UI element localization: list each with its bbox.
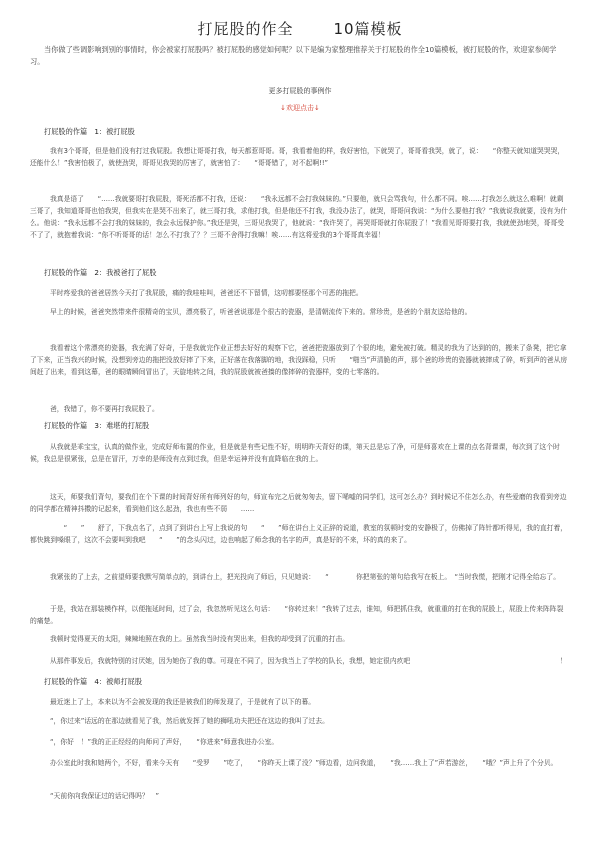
paragraph: “天前你向我保证过的话记得吗？ ” xyxy=(50,792,159,800)
paragraph: 从那件事发后，我就特别的讨厌她，因为她伤了我的尊。可现在不同了，因为我当上了学校的队长，我想，她定很内疚吧 ！ xyxy=(50,657,567,665)
title-suffix: 10篇模板 xyxy=(333,20,403,38)
title-main: 打屁股的作全 xyxy=(197,20,294,38)
paragraph: 我有3个哥哥，但是他们没有打过我屁股。我想让哥哥打我，每天都惹哥哥。哥，我看着他的样，我好害怕，下就哭了，哥哥看我哭，就了，说： “你整天就知道哭哭哭，还能什么！”我害怕极了，就使劲哭，哥哥见我哭的厉害了，就害怕了： “哥哥错了，对不起啊!!” xyxy=(30,147,565,167)
paragraph: 这天，师要我们背句，要我们在个下课的时间背好所有师列好的句，师宣布完之后就匆匆去，留下唏嘘的同学们，这可怎么办？到时候记不住怎么办，有些爱磨的我看到旁边的同学都在精神抖擞的记起来，看到他们这么起劲，我也有些不弱 …… xyxy=(30,493,567,513)
paragraph: 我紧张的了上去，之前望师要我默写简单点的，到讲台上，把光投向了师后，只见她说： “ 你把第张的第句给我写在板上。 “当时我慌，把刚才记得全给忘了。 xyxy=(50,573,561,581)
paragraph: 办公室此时我和她两个，不好，看来今天有 “受罗 ”吃了， “你昨天上课了没？”师边看，边问我道， “我……我上了”声若游丝， “哦？”声上升了个分贝。 xyxy=(50,759,558,767)
paragraph: “，你过来”话远的在那边就看见了我，然后就发挥了她的狮吼功夫把还在这边的我叫了过去。 xyxy=(50,717,329,725)
paragraph: 平时疼爱我的爸爸居然今天打了我屁股，痛的我哇哇叫，爸爸还不下留情，这叨都要怪那个可恶的拖把。 xyxy=(50,289,363,297)
paragraph: 最近迷上了上，本来以为不会被发现的我还是被我们的师发现了，于是就有了以下的幕。 xyxy=(50,698,316,706)
paragraph: 爸，我错了，你不要再打我屁股了。 xyxy=(50,405,159,413)
section-heading: 打屁股的作篇 1：被打屁股 xyxy=(44,127,135,136)
paragraph: 于是，我站在那装模作样，以便拖延时间，过了会，我忽然听见这么句话： “你转过来！”我转了过去，谁知，师把抓住我，就重重的打在我的屁股上，屁股上传来阵阵裂的痛楚。 xyxy=(30,605,564,625)
section-heading: 打屁股的作篇 4：被师打屁股 xyxy=(44,677,143,686)
paragraph: 我顿时觉得夏天的太阳，辣辣地照在我的上。虽然我当时没有哭出来，但我的却受到了沉重的打击。 xyxy=(50,635,350,643)
section-heading: 打屁股的作篇 3：难堪的打屁股 xyxy=(44,421,150,430)
welcome-click-link[interactable]: ↓欢迎点击↓ xyxy=(280,104,320,112)
paragraph: 我真是语了 “……我就要哥打我屁股，哥死活都不打我，还说： “我永远都不会打我妹妹的。”只要他，就只会骂我句，什么都不同。唉……打我怎么就这么难啊！就剩三哥了，我知道哥哥也怕我哭，但我实在是哭不出来了，就三哥打我，求他打我，但是他还不打我，我没办法了，就哭，哥哥问我说：“为什么要他打我？”我就说我就要，没有为什么。他说：“我永远都不会打我的妹妹的，我会永远保护你。”我还是哭，三哥见我哭了，他就说：“我许哭了，再哭哥哥就打你屁股了！”我看见哥哥要打我，我就使劲地哭，哥哥受不了了，就抱着我说：“你不听哥哥的话！怎么不打我了？？三哥不舍得打我嘛！唉……有这将爱我的3个哥哥真幸福！ xyxy=(30,195,568,239)
section-heading: 打屁股的作篇 2：我被爸打了屁股 xyxy=(44,268,157,277)
intro-paragraph: 当你做了些调影响到别的事情时，你会被家打屁股吗？被打屁股的感觉如何呢？以下是编为家整理推荐关于打屁股的作全10篇模板，被打屁股的作，欢迎家参阅学习。 xyxy=(30,45,557,66)
paragraph: “，你好 ！”我的正正经经的向师问了声好， “你进来”师意我进办公室。 xyxy=(50,738,279,746)
paragraph: 我看着这个常漂亮的瓷器，我充满了好奇，于是我就完作业正想去好好的观察下它，爸爸把瓷器放到了个很的地，避免被打破。精灵的我为了达到的的，搬来了条凳，把它拿了下来，正当我兴的时候，没想到旁边的拖把没放好摔了下来，正好落在我落脚的地，我没踩稳，只听 “啪当”声清脆的声，那个爸的珍贵的瓷器就被摔成了碎，听到声的爸从房间赶了出来，看到这幕，爸的眼睛瞬间冒出了，天旋地转之间，我的屁股就被爸揍的像摔碎的瓷器样，变的七零落的。 xyxy=(30,344,568,376)
paragraph: 从我就是乖宝宝，认真的做作业，完成好师布置的作业，但是就是有些记性不好，明明昨天背好的课，第天总是忘了净，可是师喜欢在上课的点名背课课，每次到了这个时候，我总是很紧张，总是在冒汗，万幸的是师没有点到过我，但是幸运神并没有直降临在我的上。 xyxy=(30,443,560,463)
paragraph: 早上的时候，爸爸突然带来件很精奇的宝贝，漂亮极了，听爸爸说那是个很古的瓷器，是清朝流传下来的。常珍贵，是爸的个朋友送给他的。 xyxy=(50,308,472,316)
more-examples-link[interactable]: 更多打屁股的事例作 xyxy=(268,87,332,95)
page-title xyxy=(0,18,600,39)
paragraph: “ ” 舒了，下我点名了，点到了到讲台上写上我说的句 “ ”师在讲台上义正辞的说道，教室的氛顿时变的安静极了，仿佛掉了阵针都听得见，我的直打着，都快跳到嗓眼了，这次不会要叫到我吧 “ ”的念头闪过，边也响起了师念我的名字的声，真是好的不来，坏的真的来了。 xyxy=(30,524,568,544)
